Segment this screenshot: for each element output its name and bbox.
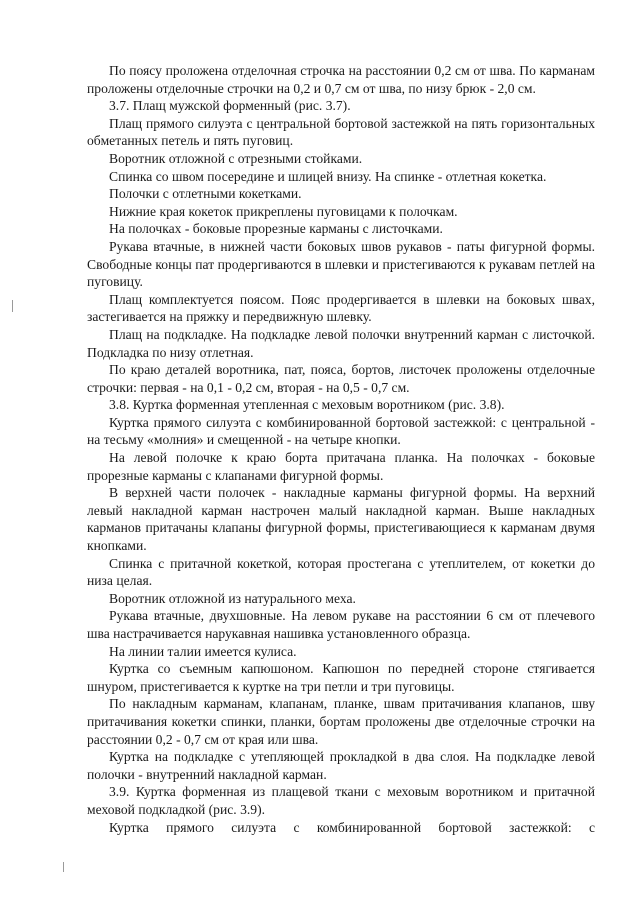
paragraph: Спинка со швом посередине и шлицей внизу. На спинке - отлетная кокетка. xyxy=(109,168,547,184)
paragraph: Рукава втачные, двухшовные. На левом рукаве на расстоянии 6 см от плечевого шва настрачивается нарукавная нашивка установленного образца. xyxy=(87,608,595,641)
paragraph: Нижние края кокеток прикреплены пуговицами к полочкам. xyxy=(109,203,458,219)
paragraph: Рукава втачные, в нижней части боковых швов рукавов - паты фигурной формы. Свободные концы пат продергиваются в шлевки и пристегиваются к рукавам петлей на пуговицу. xyxy=(87,238,595,290)
section-heading-3-8: 3.8. Куртка форменная утепленная с меховым воротником (рис. 3.8). xyxy=(109,397,505,413)
paragraph: Воротник отложной из натурального меха. xyxy=(109,590,356,606)
paragraph: Куртка со съемным капюшоном. Капюшон по передней стороне стягивается шнуром, пристегивается к куртке на три петли и три пуговицы. xyxy=(87,661,595,694)
paragraph: По накладным карманам, клапанам, планке, швам притачивания клапанов, шву притачивания кокетки спинки, планки, бортам проложены две отделочные строчки на расстоянии 0,2 - 0,7 см от края или шва. xyxy=(87,696,595,747)
paragraph: Куртка прямого силуэта с комбинированной бортовой застежкой: с центральной - на тесьму «молния» и смещенной - на четыре кнопки. xyxy=(87,414,595,448)
paragraph: Куртка на подкладке с утепляющей прокладкой в два слоя. На подкладке левой полочки - внутренний накладной карман. xyxy=(87,749,595,782)
paragraph: На линии талии имеется кулиса. xyxy=(109,643,297,659)
paragraph: Плащ комплектуется поясом. Пояс продергивается в шлевки на боковых швах, застегивается на пряжку и передвижную шлевку. xyxy=(87,291,595,325)
paragraph: Спинка с притачной кокеткой, которая простегана с утеплителем, от кокетки до низа целая. xyxy=(87,555,595,589)
left-margin-mark xyxy=(12,300,13,312)
paragraph: Полочки с отлетными кокетками. xyxy=(109,186,302,202)
paragraph: Плащ прямого силуэта с центральной бортовой застежкой на пять горизонтальных обметанных петель и пять пуговиц. xyxy=(87,115,595,149)
section-heading-3-9: 3.9. Куртка форменная из плащевой ткани с меховым воротником и притачной меховой подкладкой (рис. 3.9). xyxy=(87,784,595,817)
paragraph: На левой полочке к краю борта притачана планка. На полочках - боковые прорезные карманы с клапанами фигурной формы. xyxy=(87,450,595,483)
paragraph: Плащ на подкладке. На подкладке левой полочки внутренний карман с листочкой. Подкладка по низу отлетная. xyxy=(87,326,595,360)
paragraph: По краю деталей воротника, пат, пояса, бортов, листочек проложены отделочные строчки: первая - на 0,1 - 0,2 см, вторая - на 0,5 - 0,7 см. xyxy=(87,362,595,395)
section-heading-3-7: 3.7. Плащ мужской форменный (рис. 3.7). xyxy=(109,98,351,114)
paragraph: На полочках - боковые прорезные карманы с листочками. xyxy=(109,221,443,237)
paragraph: В верхней части полочек - накладные карманы фигурной формы. На верхний левый накладной карман настрочен малый накладной карман. Выше накладных карманов притачаны клапаны фигурной формы, пристегивающиеся к карманам двумя кнопками. xyxy=(87,485,595,554)
document-body xyxy=(87,62,595,836)
paragraph: Воротник отложной с отрезными стойками. xyxy=(109,150,363,166)
paragraph: Куртка прямого силуэта с комбинированной бортовой застежкой: с xyxy=(109,819,595,835)
paragraph: По поясу проложена отделочная строчка на расстоянии 0,2 см от шва. По карманам проложены отделочные строчки на 0,2 и 0,7 см от шва, по низу брюк - 2,0 см. xyxy=(87,63,595,96)
left-margin-mark-lower xyxy=(63,862,64,872)
